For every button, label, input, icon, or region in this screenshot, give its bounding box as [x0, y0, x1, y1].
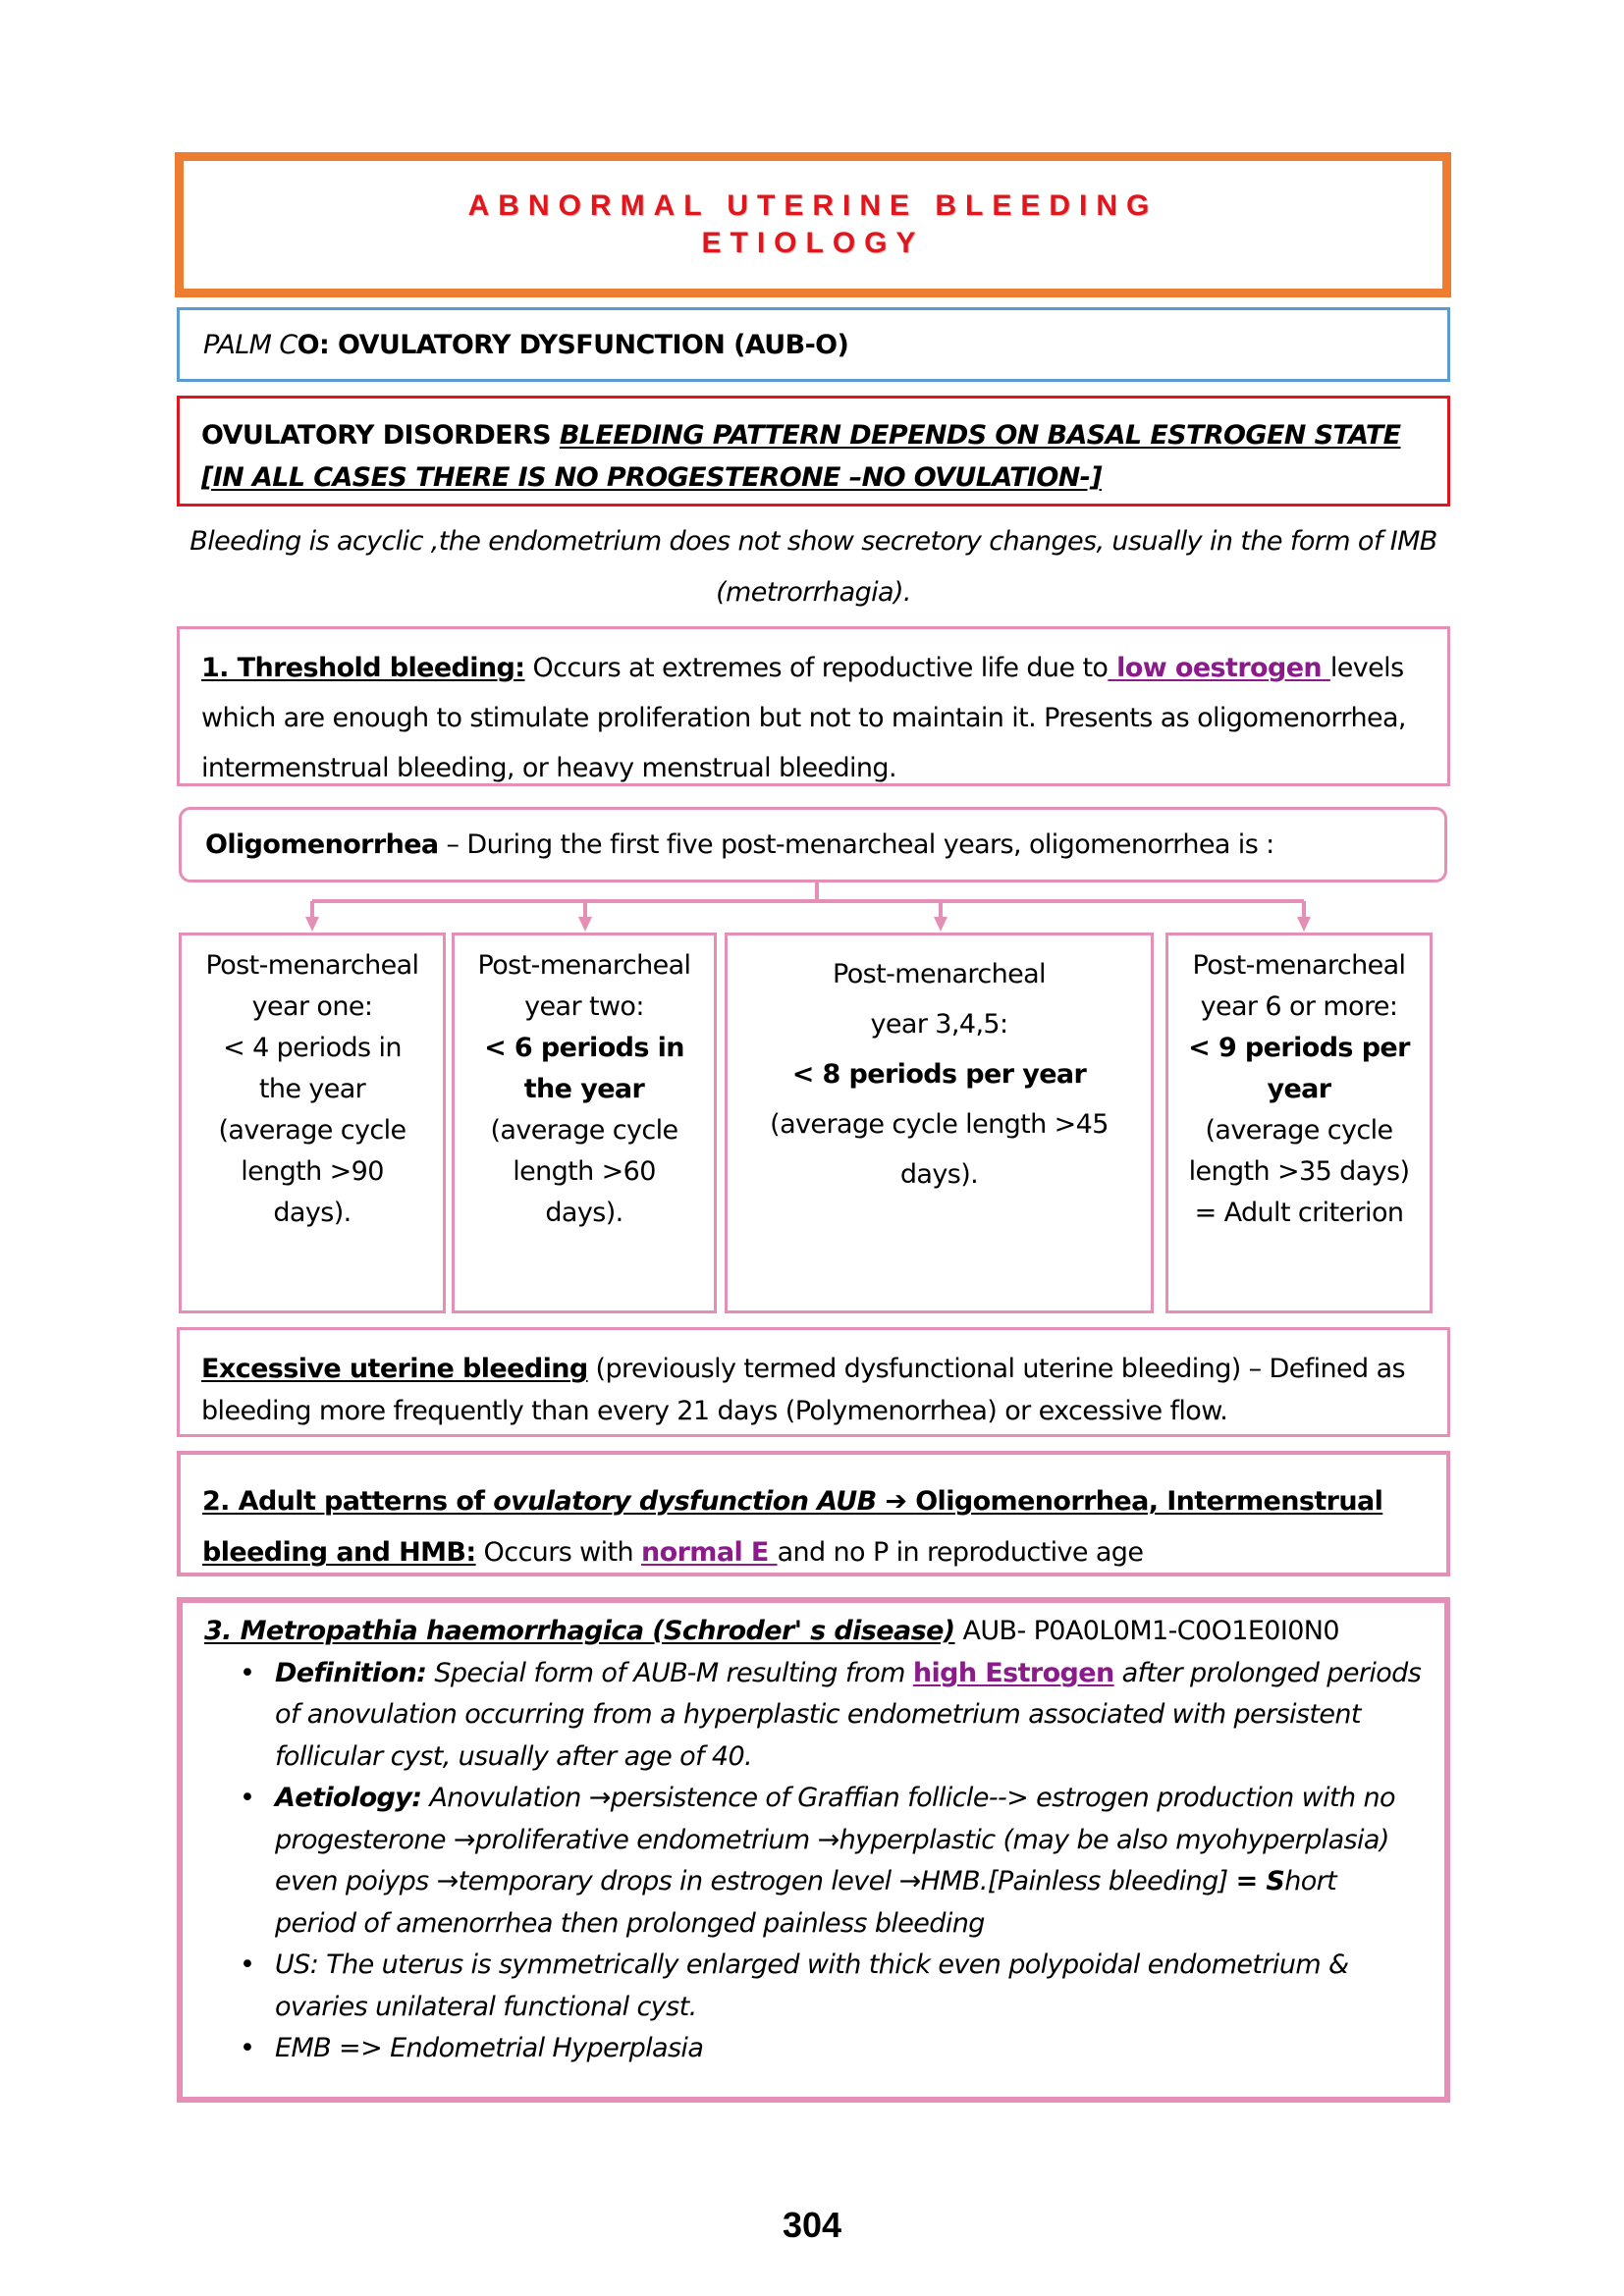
title-box [175, 152, 1451, 297]
criteria-box-year-two [452, 933, 717, 1313]
criteria-line: Post-menarcheal [477, 950, 691, 981]
adult-highlight: normal E [641, 1537, 778, 1568]
threshold-highlight: low oestrogen [1108, 653, 1330, 683]
arrow-head-icon [1297, 917, 1311, 932]
bullet-aetiology [275, 1778, 1425, 1945]
oligomenorrhea-box [179, 807, 1447, 882]
metropathia-code: AUB- P0A0L0M1-C0O1E0I0N0 [954, 1616, 1339, 1646]
metropathia-bullets [204, 1653, 1425, 2070]
criteria-box-year-3-4-5 [725, 933, 1154, 1313]
oligomenorrhea-text: – During the first five post-menarcheal years, oligomenorrhea is : [438, 829, 1274, 860]
threshold-text-before: Occurs at extremes of repoductive life due to [524, 653, 1109, 683]
definition-label: Definition: [275, 1657, 427, 1688]
palm-prefix: PALM C [203, 329, 298, 360]
criteria-line: < 8 periods per year [791, 1059, 1087, 1090]
criteria-line: the year [523, 1074, 645, 1104]
criteria-box-year-6-plus [1165, 933, 1433, 1313]
title-line-1: ABNORMAL UTERINE BLEEDING [467, 189, 1159, 222]
criteria-line: days). [545, 1198, 623, 1228]
criteria-line: year [1267, 1074, 1331, 1104]
arrow-right-icon: ➔ [876, 1486, 916, 1517]
definition-text-before: Special form of AUB-M resulting from [426, 1657, 913, 1688]
ovulatory-disorders-box [177, 396, 1450, 507]
criteria-line: year 3,4,5: [870, 1009, 1008, 1040]
arrow-head-icon [305, 917, 319, 932]
criteria-line: < 9 periods per [1188, 1033, 1410, 1063]
excessive-heading: Excessive uterine bleeding [201, 1354, 588, 1384]
criteria-line: = Adult criterion [1194, 1198, 1404, 1228]
criteria-line: length >90 [241, 1156, 384, 1187]
metropathia-heading-line [204, 1611, 1425, 1653]
ovulatory-disorders-title: OVULATORY DISORDERS [201, 420, 560, 451]
oligomenorrhea-label: Oligomenorrhea [205, 829, 439, 860]
ovulatory-disorders-subtitle: BLEEDING PATTERN DEPENDS ON BASAL ESTROGEN STATE [IN ALL CASES THERE IS NO PROGESTERONE –NO OVULATION-] [201, 420, 1401, 493]
criteria-line: < 6 periods in [484, 1033, 684, 1063]
criteria-line: (average cycle [490, 1115, 678, 1146]
page-number: 304 [782, 2205, 842, 2245]
adult-patterns-box [177, 1451, 1450, 1576]
criteria-box-year-one [179, 933, 446, 1313]
criteria-line: length >60 [513, 1156, 656, 1187]
acyclic-note: Bleeding is acyclic ,the endometrium does not show secretory changes, usually in the form of IMB (metrorrhagia). [189, 526, 1437, 608]
criteria-line: (average cycle [1205, 1115, 1393, 1146]
adult-heading-b: Oligomenorrhea, Intermenstrual bleeding and HMB: [202, 1486, 1383, 1568]
metropathia-heading: 3. Metropathia haemorrhagica (Schroder' s disease) [204, 1616, 955, 1646]
aetiology-text: Anovulation →persistence of Graffian follicle--> estrogen production with no progesterone →proliferative endometrium →hyperplastic (may be also myohyperplasia) even poiyps →temporary drops in estrogen level →HMB.[Painless bleeding] [275, 1783, 1395, 1896]
definition-highlight: high Estrogen [912, 1657, 1114, 1688]
bullet-emb: • EMB => Endometrial Hyperplasia [275, 2028, 1425, 2070]
aetiology-text-tail: hort period of amenorrhea then prolonged painless bleeding [275, 1866, 1337, 1939]
adult-heading-a: 2. Adult patterns of [202, 1486, 494, 1517]
criteria-line: year 6 or more: [1200, 991, 1398, 1022]
bullet-ultrasound: • US: The uterus is symmetrically enlarged with thick even polypoidal endometrium & ovaries unilateral functional cyst. [275, 1945, 1425, 2028]
threshold-heading: 1. Threshold bleeding: [201, 653, 525, 683]
criteria-line: < 4 periods in [223, 1033, 402, 1063]
definition-text-after: after prolonged periods of anovulation occurring from a hyperplastic endometrium associated with persistent follicular cyst, usually after age of 40. [275, 1657, 1422, 1772]
threshold-text-after: levels which are enough to stimulate proliferation but not to maintain it. Presents as oligomenorrhea, intermenstrual bleeding, or heavy menstrual bleeding. [201, 653, 1406, 783]
criteria-line: Post-menarcheal [1192, 950, 1406, 981]
palm-section-header [177, 307, 1450, 382]
title-line-2: ETIOLOGY [701, 227, 925, 259]
tree-connector [177, 881, 1453, 939]
criteria-line: year one: [251, 991, 373, 1022]
criteria-line: Post-menarcheal [833, 959, 1046, 989]
metropathia-box [177, 1597, 1450, 2103]
aetiology-bold-tail: = S [1235, 1866, 1285, 1896]
adult-heading-italic: ovulatory dysfunction AUB [493, 1486, 877, 1517]
aetiology-label: Aetiology: [275, 1783, 422, 1813]
criteria-line: days). [273, 1198, 352, 1228]
arrow-head-icon [934, 917, 947, 932]
threshold-bleeding-box [177, 626, 1450, 786]
criteria-line: Post-menarcheal [205, 950, 419, 981]
adult-text-after: and no P in reproductive age [777, 1537, 1144, 1568]
criteria-line: (average cycle length >45 [770, 1109, 1109, 1140]
palm-label: O: OVULATORY DYSFUNCTION (AUB-O) [297, 329, 849, 360]
criteria-line: (average cycle [218, 1115, 406, 1146]
criteria-line: the year [258, 1074, 366, 1104]
excessive-text: (previously termed dysfunctional uterine bleeding) – Defined as bleeding more frequently than every 21 days (Polymenorrhea) or excessive flow. [201, 1354, 1405, 1426]
arrow-head-icon [578, 917, 592, 932]
excessive-bleeding-box [177, 1327, 1450, 1437]
bullet-definition [275, 1653, 1425, 1779]
criteria-line: length >35 days) [1188, 1156, 1410, 1187]
criteria-line: days). [899, 1159, 979, 1190]
adult-text-before: Occurs with [475, 1537, 642, 1568]
criteria-line: year two: [524, 991, 644, 1022]
